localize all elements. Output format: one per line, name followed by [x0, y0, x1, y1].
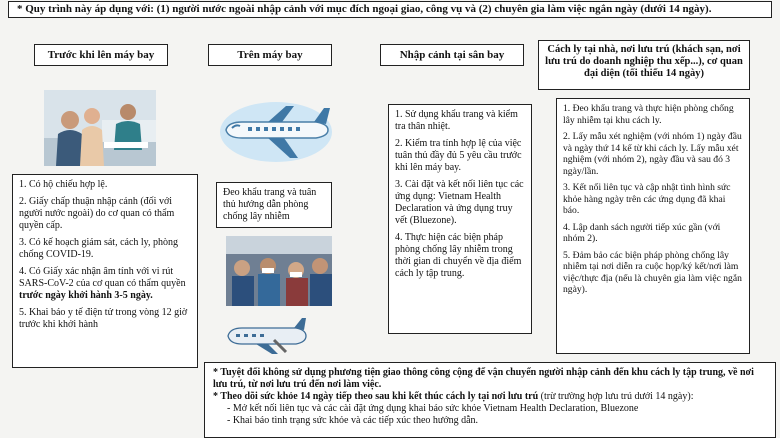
list-item: 3. Có kế hoạch giám sát, cách ly, phòng chống COVID-19.: [19, 237, 179, 260]
before-boarding-list: [12, 174, 198, 368]
on-plane-note: Đeo khẩu trang và tuân thủ hướng dẫn phòng chống lây nhiễm: [216, 182, 332, 228]
list-item: 1. Đeo khẩu trang và thực hiện phòng chống lây nhiễm tại khu cách ly.: [563, 103, 734, 126]
check-in-photo: [44, 90, 156, 166]
list-item: 4. Có Giấy xác nhận âm tính với vi rút SARS-CoV-2 của cơ quan có thẩm quyền trước ngày khởi hành 3-5 ngày.: [19, 266, 186, 301]
list-item: 3. Cài đặt và kết nối liên tục các ứng dụng: Vietnam Health Declaration và ứng dụng truy vết (Bluezone).: [395, 179, 524, 226]
list-item: 5. Đảm bảo các biện pháp phòng chống lây nhiễm tại nơi diễn ra cuộc họp/ký kết/nơi làm việc/thực địa (nếu là chuyên gia làm việc ngắn ngày).: [563, 249, 742, 295]
cabin-photo: [226, 236, 332, 306]
header-isolation: Cách ly tại nhà, nơi lưu trú (khách sạn, nơi lưu trú do doanh nghiệp thu xếp...), cơ quan đại diện (tối thiểu 14 ngày): [538, 40, 750, 90]
airplane-illustration: [218, 92, 334, 164]
list-item: 2. Giấy chấp thuận nhập cảnh (đối với người nước ngoài) do cơ quan có thẩm quyền cấp.: [19, 196, 175, 231]
scope-note: * Quy trình này áp dụng với: (1) người nước ngoài nhập cảnh với mục đích ngoại giao, công vụ và (2) chuyên gia làm việc ngắn ngày (dưới 14 ngày).: [8, 1, 772, 18]
list-item: 2. Lấy mẫu xét nghiệm (với nhóm 1) ngày đầu và ngày thứ 14 kể từ khi cách ly. Lấy mẫu xét nghiệm (với nhóm 2), ngày đầu và sau đó 3 ngày/lần.: [563, 131, 742, 177]
health-monitoring: * Theo dõi sức khỏe 14 ngày tiếp theo sau khi kết thúc cách ly tại nơi lưu trú (trừ trường hợp lưu trú dưới 14 ngày):: [213, 391, 694, 402]
bottom-note: [204, 362, 776, 438]
boarding-plane-illustration: [226, 314, 308, 356]
list-item: 4. Lập danh sách người tiếp xúc gần (với nhóm 2).: [563, 221, 721, 244]
bold-deadline: trước ngày khởi hành 3-5 ngày.: [19, 290, 153, 301]
list-item: 4. Thực hiện các biện pháp phòng chống lây nhiễm trong thời gian di chuyển về địa điểm cách ly tập trung.: [395, 232, 522, 279]
list-item: 3. Kết nối liên tục và cập nhật tình hình sức khỏe hàng ngày trên các ứng dụng đã khai báo.: [563, 182, 731, 216]
list-item: - Khai báo tình trạng sức khỏe và các tiếp xúc theo hướng dẫn.: [227, 415, 479, 426]
list-item: 2. Kiểm tra tính hợp lệ của việc tuân thủ đầy đủ 5 yêu cầu trước khi lên máy bay.: [395, 138, 522, 173]
header-airport-entry: Nhập cảnh tại sân bay: [380, 44, 524, 66]
list-item: 1. Có hộ chiếu hợp lệ.: [19, 179, 108, 190]
airport-entry-list: [388, 104, 532, 334]
header-before-boarding: Trước khi lên máy bay: [34, 44, 168, 66]
isolation-list: [556, 98, 750, 354]
header-on-plane: Trên máy bay: [208, 44, 332, 66]
list-item: 1. Sử dụng khẩu trang và kiểm tra thân nhiệt.: [395, 109, 518, 132]
list-item: 5. Khai báo y tế điện tử trong vòng 12 giờ trước khi khởi hành: [19, 307, 188, 330]
list-item: - Mở kết nối liên tục và các cài đặt ứng dụng khai báo sức khỏe Vietnam Health Declaration, Bluezone: [227, 403, 639, 414]
transport-warning: * Tuyệt đối không sử dụng phương tiện giao thông công cộng để vận chuyển người nhập cảnh đến khu cách ly tập trung, về nơi lưu trú, từ nơi lưu trú đến nơi làm việc.: [213, 367, 754, 390]
